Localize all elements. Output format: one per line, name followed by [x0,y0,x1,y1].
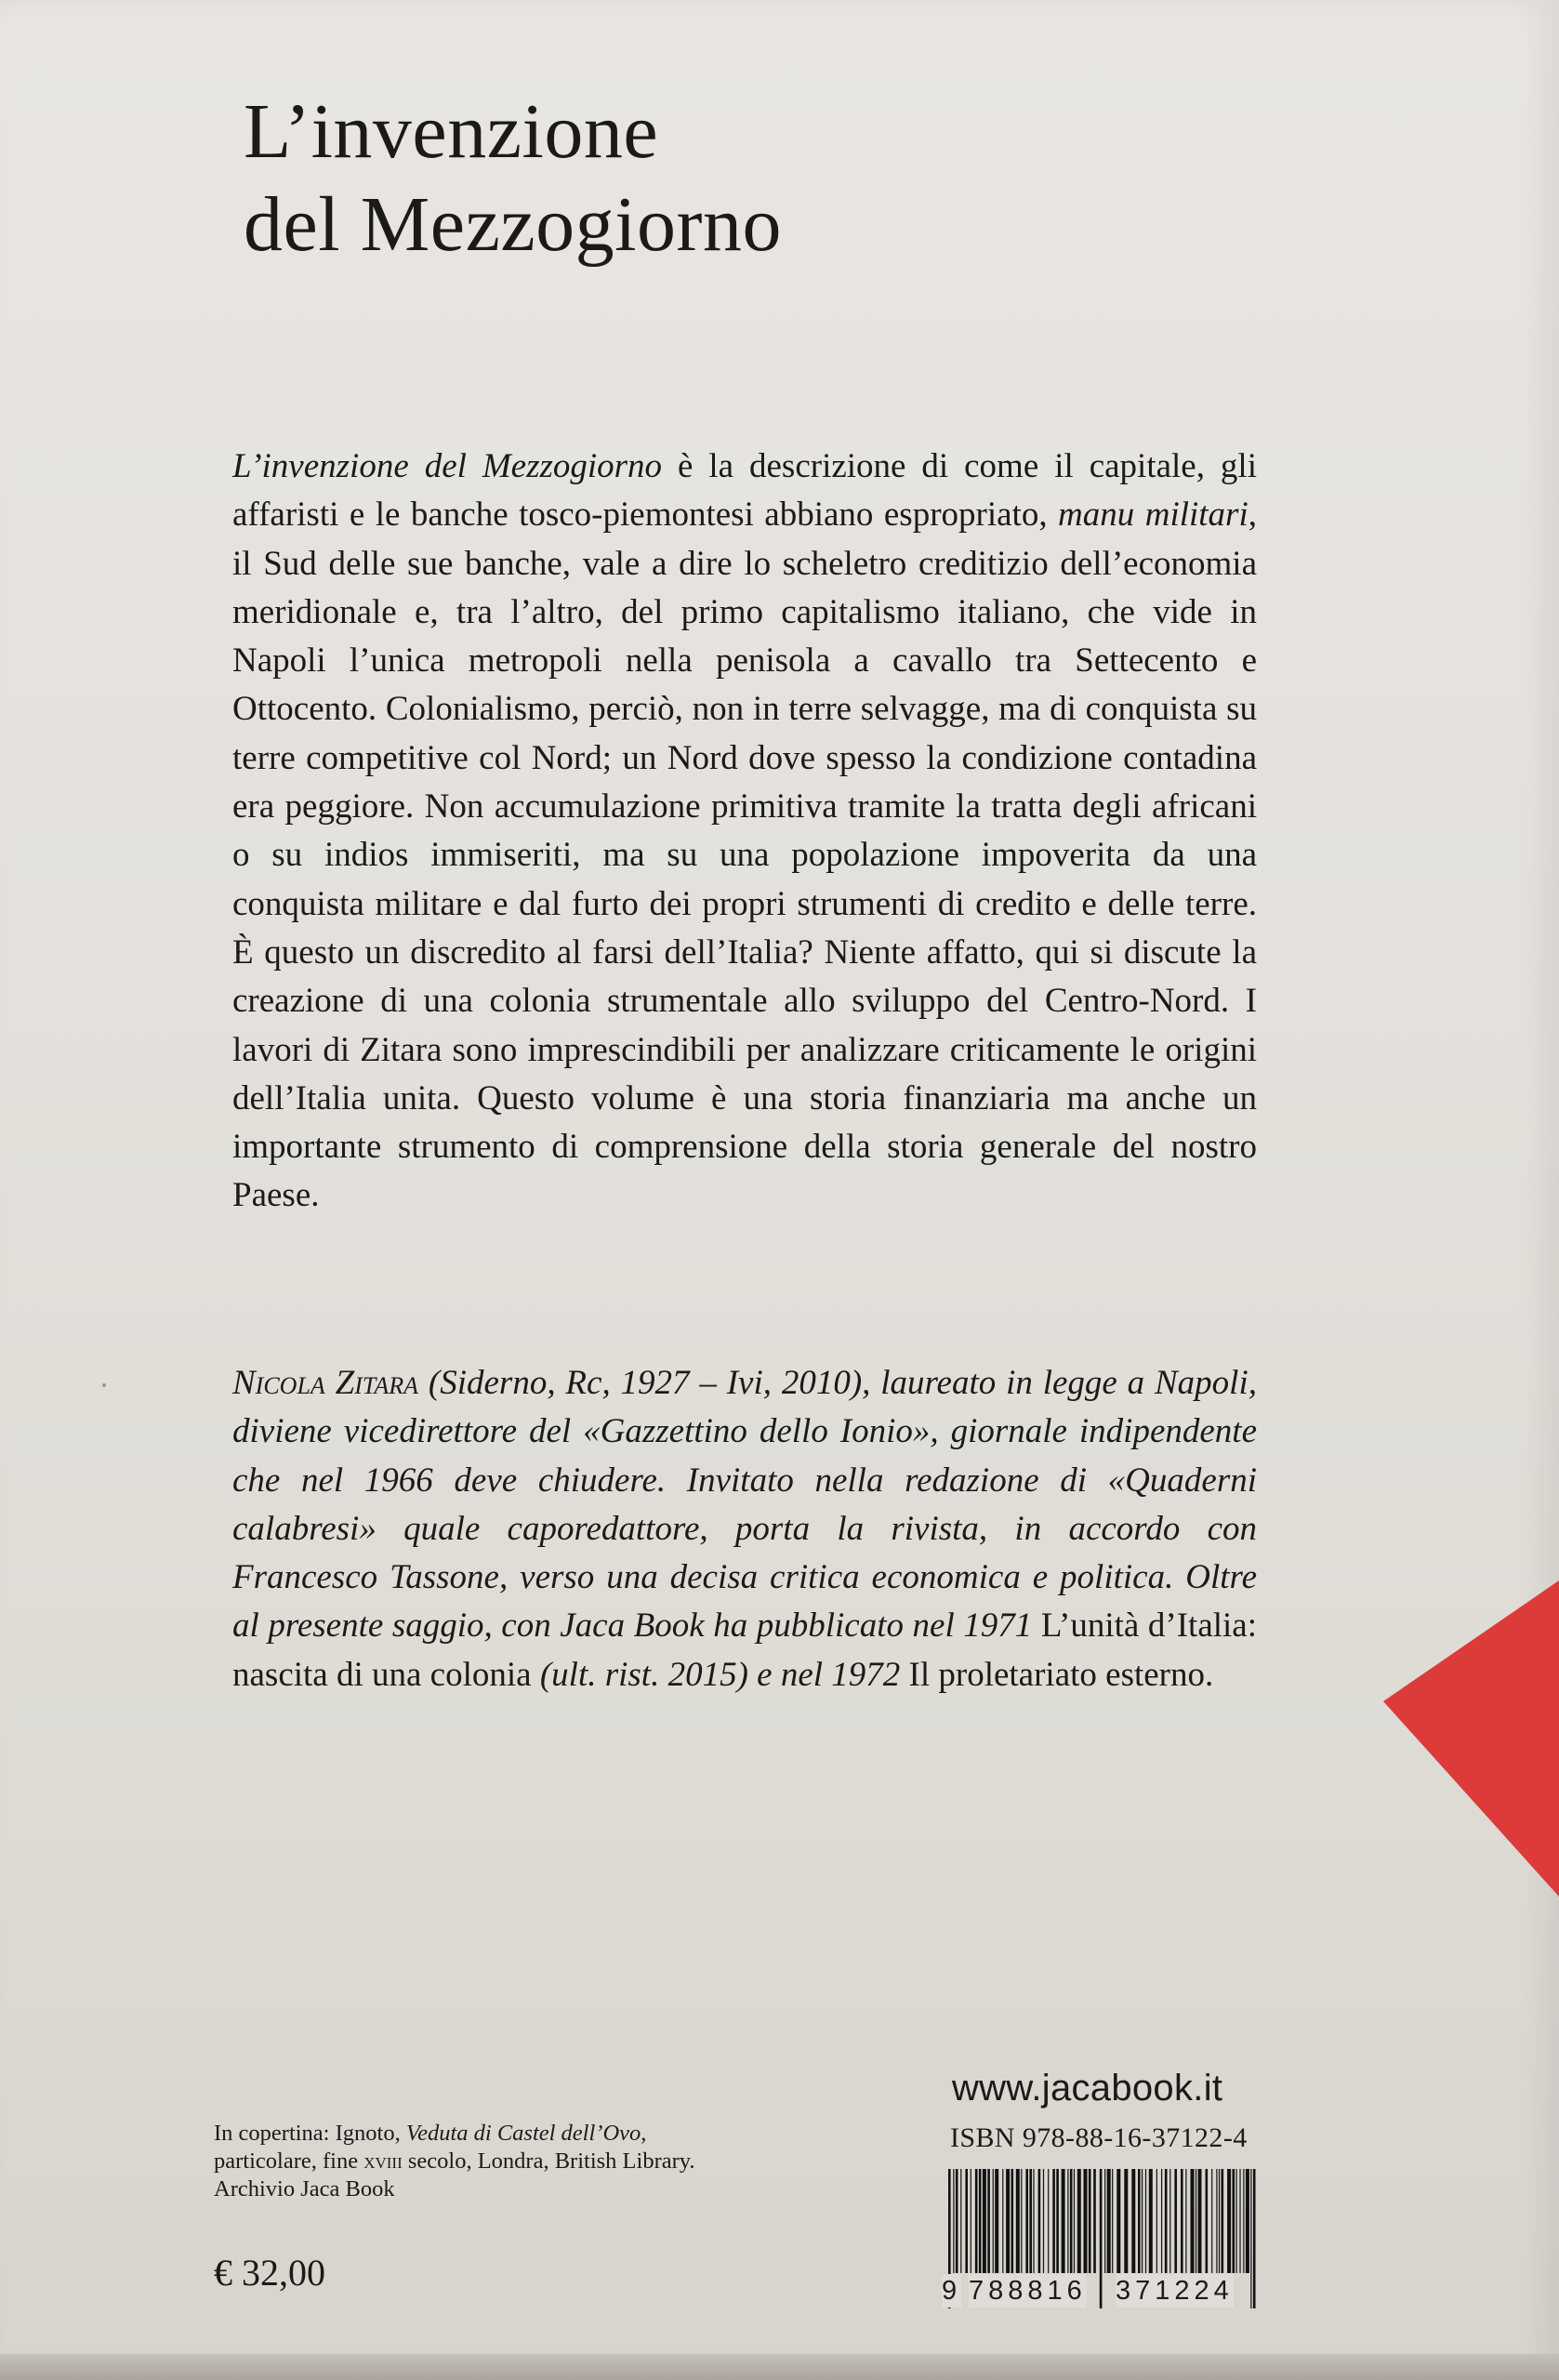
barcode-bar [1067,2169,1068,2273]
barcode-bar [1104,2169,1105,2273]
isbn-number: ISBN 978-88-16-37122-4 [950,2122,1248,2153]
title-line-2: del Mezzogiorno [244,181,782,268]
barcode-bar [1131,2169,1135,2273]
barcode-bar [1016,2169,1020,2273]
blurb-book-title: L’invenzione del Mezzogiorno [232,447,663,485]
barcode-bar [1038,2169,1041,2273]
blurb-paragraph [232,443,1257,1221]
credit-line-1 [214,2120,846,2148]
credit-line-3: Archivio Jaca Book [214,2176,395,2202]
barcode-bar [1149,2169,1153,2273]
barcode-bar [1185,2169,1186,2273]
blurb-text-2: , il Sud delle sue banche, vale a dire lo scheletro creditizio dell’economia meridionale e, tra l’altro, del primo capitalismo italiano, che vide in Napoli l’unica metropoli nella penisola a cavallo tra Settecento e Ottocento. Colonialismo, perciò, non in terre selvagge, ma di conquista su terre competitive col Nord; un Nord dove spesso la condizione contadina era peggiore. Non accumulazione primitiva tramite la tratta degli africani o su indios immiseriti, ma su una popolazione impoverita da una conquista militare e dal furto dei propri strumenti di credito e delle terre. È questo un discredito al farsi dell’Italia? Niente affatto, qui si discute la creazione di una colonia strumentale allo sviluppo del Centro-Nord. I lavori di Zitara sono imprescindibili per analizzare criticamente le origini dell’Italia unita. Questo volume è una storia finanziaria ma anche un importante strumento di comprensione della storia generale del nostro Paese. [232,496,1257,1215]
price-label: € 32,00 [214,2252,325,2294]
barcode-bar [1107,2169,1111,2273]
barcode-bar [1219,2169,1220,2273]
barcode-bar [1100,2169,1103,2308]
barcode-bar [979,2169,982,2273]
barcode-bar [993,2169,994,2273]
author-name: Nicola Zitara [232,1364,419,1402]
barcode-bar [1025,2169,1028,2273]
barcode-bar [1236,2169,1237,2273]
barcode-bar [1253,2169,1256,2308]
barcode-bar [1124,2169,1128,2273]
barcode-bar [1112,2169,1113,2273]
barcode-bar [1077,2169,1081,2273]
barcode-bar [995,2169,998,2273]
barcode-right-group: 371224 [1116,2276,1234,2306]
barcode-bar [1084,2169,1088,2273]
barcode-bar [1181,2169,1183,2273]
barcode-bar [953,2169,954,2273]
title-line-1: L’invenzione [244,88,659,175]
barcode-bar [956,2169,958,2273]
barcode-bar [1211,2169,1212,2273]
barcode-bar [1233,2169,1235,2273]
book-edge [0,2354,1559,2380]
credit-century: xviii [363,2149,403,2174]
barcode-bar [1165,2169,1168,2273]
barcode-bar [1048,2169,1049,2273]
barcode-bar [1056,2169,1059,2273]
barcode-bar [1145,2169,1146,2273]
credit-detail: particolare, fine [214,2149,364,2174]
credit-line-2 [214,2148,846,2175]
bio-text-1: (Siderno, Rc, 1927 – Ivi, 2010), laureato in legge a Napoli, diviene vicedirettore del «Gazzettino dello Ionio», giornale indipendente che nel 1966 deve chiudere. Invitato nella redazione di «Quaderni calabresi» quale caporedattore, porta la rivista, in accordo con Francesco Tassone, verso una decisa critica economica e politica. Oltre al presente saggio, con Jaca Book ha pubblicato nel 1971 [232,1364,1257,1646]
author-bio [232,1359,1257,1699]
red-tab-polygon [1383,1580,1559,1897]
barcode-bar [1198,2169,1202,2273]
barcode-bar [1002,2169,1003,2273]
barcode-bar [1062,2169,1065,2273]
barcode-bar [1161,2169,1162,2273]
barcode-bar [1246,2169,1249,2273]
barcode-bar [975,2169,978,2273]
barcode-bar [1250,2169,1251,2308]
cover-credit [214,2120,846,2203]
barcode-bar [1174,2169,1177,2273]
barcode-bar [1089,2169,1091,2273]
barcode-bar [1074,2169,1075,2273]
bio-end: . [1205,1655,1214,1694]
credit-comma: , [641,2121,647,2146]
barcode-bar [1093,2169,1096,2273]
barcode-bar [1021,2169,1022,2273]
barcode-left-group: 788816 [969,2276,1087,2306]
barcode-bar [965,2169,968,2273]
blurb-manu-militari: manu militari [1058,496,1249,535]
barcode-bar [1043,2169,1044,2273]
bio-text-2: (ult. rist. 2015) e nel 1972 [531,1655,909,1694]
barcode-bar [1011,2169,1014,2273]
barcode-bar [1116,2169,1120,2273]
barcode-bar [1156,2169,1157,2273]
barcode-bar [1006,2169,1010,2273]
barcode-bar [1227,2169,1231,2273]
barcode-bar [960,2169,961,2273]
bio-book-2: Il proletariato esterno [908,1655,1206,1694]
bio-book-1: L’unità d’Italia: nascita di una colonia [232,1606,1257,1694]
barcode-bar [1216,2169,1217,2273]
publisher-website: www.jacabook.it [952,2068,1223,2109]
barcode-bar [1169,2169,1170,2273]
barcode-bar [1239,2169,1240,2273]
barcode-bar [1070,2169,1073,2273]
barcode-bar [1029,2169,1032,2273]
barcode-bar [1206,2169,1209,2273]
barcode-bar [1138,2169,1141,2273]
red-tab-shape [1383,1580,1559,1897]
barcode-bar [1243,2169,1244,2273]
paper-speck [102,1383,106,1387]
barcode-bar [1142,2169,1143,2273]
credit-location: secolo, Londra, British Library. [402,2149,695,2174]
credit-artwork: Veduta di Castel dell’Ovo [405,2121,641,2146]
barcode-bar [983,2169,986,2273]
blurb-text-1: è la descrizione di come il capitale, gli affaristi e le banche tosco-piemontesi abbiano espropriato, [232,447,1257,535]
barcode-first-digit: 9 [942,2276,962,2306]
credit-label: In copertina: Ignoto, [214,2121,406,2146]
barcode-bar [1052,2169,1055,2273]
barcode-bar [1033,2169,1034,2273]
barcode-bar [1191,2169,1195,2273]
barcode-bar [1222,2169,1224,2273]
book-title [244,86,782,271]
barcode-bar [987,2169,990,2273]
